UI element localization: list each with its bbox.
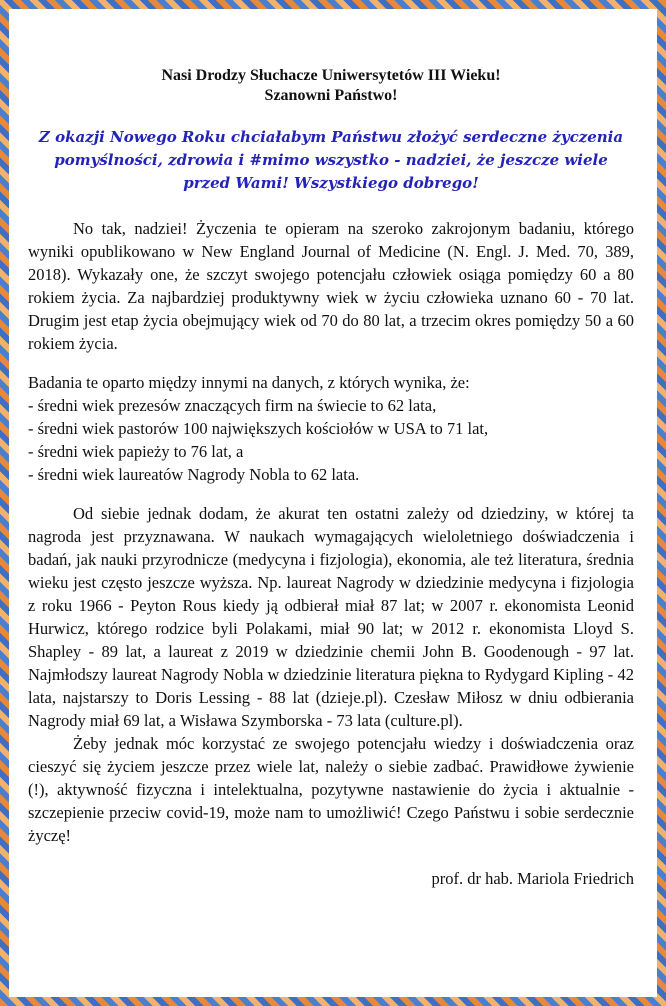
paragraph-1: No tak, nadziei! Życzenia te opieram na szeroko zakrojonym badaniu, którego wyniki opublikowano w New England Journal of Medicine (N. Engl. J. Med. 70, 389, 2018). Wykazały one, że szczyt swojego potencjału człowiek osiąga pomiędzy 60 a 80 rokiem życia. Za najbardziej produktywny wiek w życiu człowieka uznano 60 - 70 lat. Drugim jest etap życia obejmujący wiek od 70 do 80 lat, a trzecim okres pomiędzy 50 a 60 rokiem życia. xyxy=(28,219,634,353)
paragraph-2: Od siebie jednak dodam, że akurat ten ostatni zależy od dziedziny, w której ta nagroda jest przyznawana. W naukach wymagających wieloletniego doświadczenia i badań, jak nauki przyrodnicze (medycyna i fizjologia), ekonomia, ale też literatura, średnia wieku jest często jeszcze wyższa. Np. laureat Nagrody w dziedzinie medycyna i fizjologia z roku 1966 - Peyton Rous kiedy ją odbierał miał 87 lat; w 2007 r. ekonomista Leonid Hurwicz, którego rodzice byli Polakami, miał 90 lat; w 2012 r. ekonomista Lloyd S. Shapley - 89 lat, a laureat z 2019 w dziedzinie chemii John B. Goodenough - 97 lat. Najmłodszy laureat Nagrody Nobla w dziedzinie literatura piękna to Rydygard Kipling - 42 lata, najstarszy to Doris Lessing - 88 lat (dzieje.pl). Czesław Miłosz w dniu odbierania Nagrody miał 69 lat, a Wisława Szymborska - 73 lata (culture.pl). xyxy=(28,504,634,730)
new-year-wishes: Z okazji Nowego Roku chciałabym Państwu złożyć serdeczne życzenia pomyślności, zdrowia i #mimo wszystko - nadziei, że jeszcze wiele przed Wami! Wszystkiego dobrego! xyxy=(38,128,624,192)
greeting-line-1: Nasi Drodzy Słuchacze Uniwersytetów III Wieku! xyxy=(161,67,501,84)
list-intro: Badania te oparto między innymi na danych, z których wynika, że: xyxy=(28,373,470,392)
greeting-line-2: Szanowni Państwo! xyxy=(264,87,398,104)
list-item: - średni wiek laureatów Nagrody Nobla to 62 lata. xyxy=(28,465,360,484)
list-item: - średni wiek pastorów 100 największych kościołów w USA to 71 lat, xyxy=(28,419,489,438)
list-item: - średni wiek prezesów znaczących firm na świecie to 62 lata, xyxy=(28,396,437,415)
paragraph-3: Żeby jednak móc korzystać ze swojego potencjału wiedzy i doświadczenia oraz cieszyć się życiem jeszcze przez wiele lat, należy o siebie zadbać. Prawidłowe żywienie (!), aktywność fizyczna i intelektualna, pozytywne nastawienie do życia i aktualnie - szczepienie przeciw covid-19, może nam to umożliwić! Czego Państwu i sobie serdecznie życzę! xyxy=(28,734,634,845)
letter-content xyxy=(28,66,634,890)
signature: prof. dr hab. Mariola Friedrich xyxy=(431,869,634,888)
list-item: - średni wiek papieży to 76 lat, a xyxy=(28,442,244,461)
